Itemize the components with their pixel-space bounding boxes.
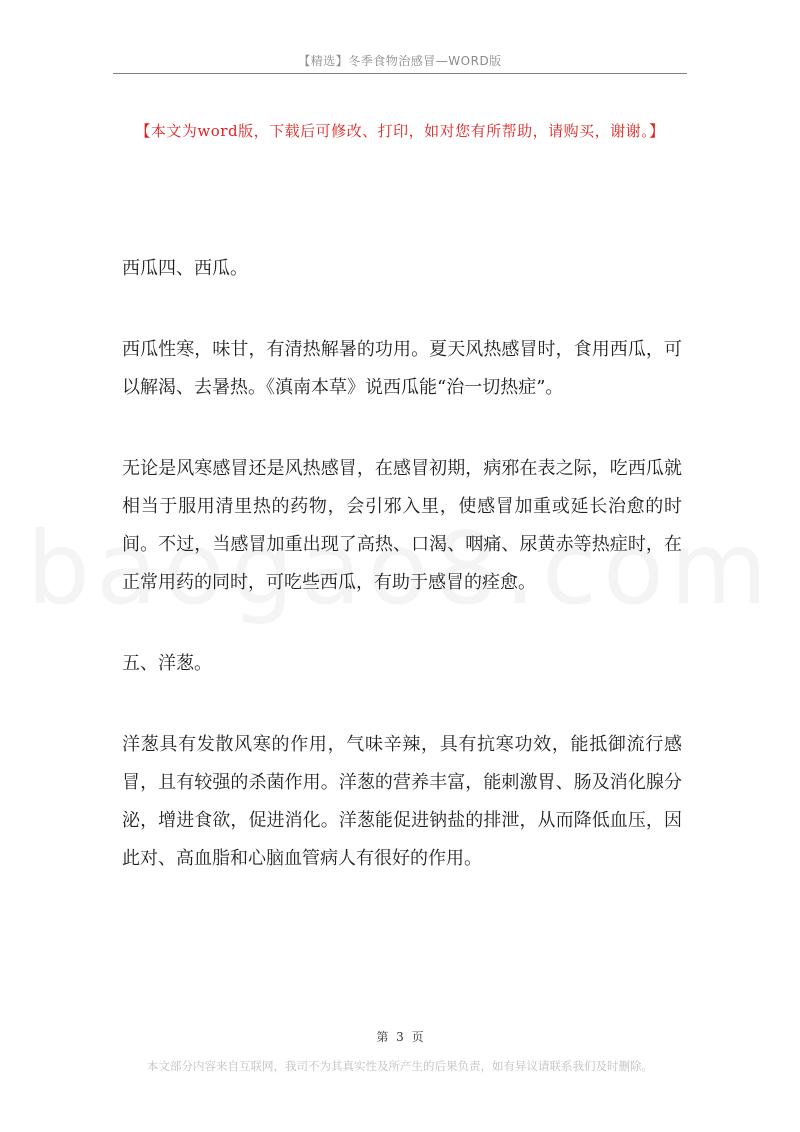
purchase-notice: 【本文为word版，下载后可修改、打印，如对您有所帮助，请购买，谢谢。】 xyxy=(135,122,665,140)
header-divider xyxy=(113,73,687,74)
paragraph-watermelon-caution: 无论是风寒感冒还是风热感冒，在感冒初期，病邪在表之际，吃西瓜就相当于服用清里热的药物，会引邪入里，使感冒加重或延长治愈的时间。不过，当感冒加重出现了高热、口渴、咽痛、尿黄赤等热症时，在正常用药的同时，可吃些西瓜，有助于感冒的痊愈。 xyxy=(122,458,682,593)
paragraph-watermelon-properties: 西瓜性寒，味甘，有清热解暑的功用。夏天风热感冒时，食用西瓜，可以解渴、去暑热。《滇南本草》说西瓜能“治一切热症”。 xyxy=(122,339,682,398)
section-heading-watermelon: 西瓜四、西瓜。 xyxy=(122,258,248,279)
paragraph-onion-benefits: 洋葱具有发散风寒的作用，气味辛辣，具有抗寒功效，能抵御流行感冒，且有较强的杀菌作用。洋葱的营养丰富，能刺激胃、肠及消化腺分泌，增进食欲，促进消化。洋葱能促进钠盐的排泄，从而降低血压，因此对、高血脂和心脑血管病人有很好的作用。 xyxy=(122,734,682,869)
document-body xyxy=(122,250,682,921)
document-header-title: 【精选】冬季食物治感冒—WORD版 xyxy=(298,54,502,68)
page-number: 第 3 页 xyxy=(376,1030,424,1044)
section-heading-onion: 五、洋葱。 xyxy=(122,653,212,674)
footer-disclaimer: 本文部分内容来自互联网，我司不为其真实性及所产生的后果负责，如有异议请联系我们及时删除。 xyxy=(147,1059,653,1073)
